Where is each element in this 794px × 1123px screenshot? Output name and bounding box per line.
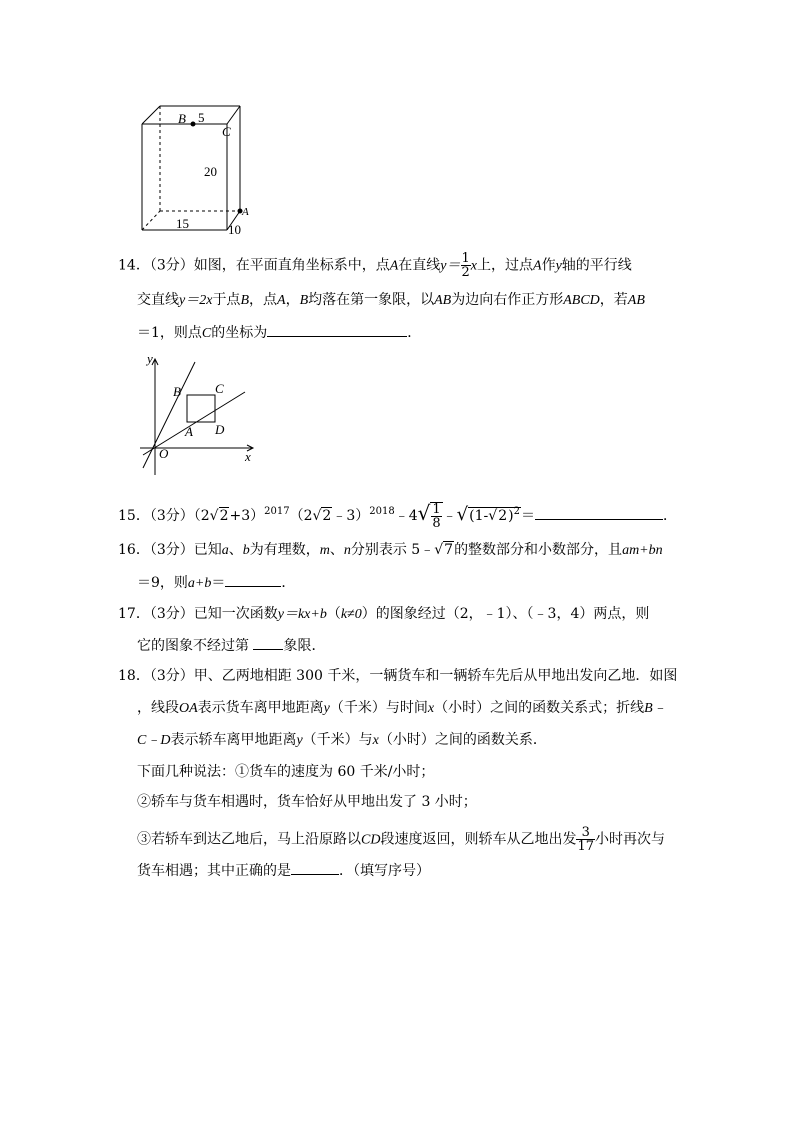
axis-label-x: x	[245, 449, 251, 464]
q14-line1: 14．（3分）如图，在平面直角坐标系中，点A在直线y＝ $\frac{1}{2}$ x上，过点A作y轴的平行线	[118, 251, 632, 280]
answer-blank-18[interactable]	[291, 860, 339, 875]
label-C: C	[222, 124, 231, 139]
q14-line2: 交直线y＝2x于点B，点A，B均落在第一象限，以AB为边向右作正方形ABCD，若AB	[137, 292, 645, 308]
point-label-C: C	[215, 381, 224, 396]
point-label-D: D	[215, 422, 225, 437]
origin-label: O	[159, 446, 169, 461]
label-10: 10	[228, 222, 241, 236]
answer-blank-16[interactable]	[225, 572, 281, 587]
label-A: A	[242, 206, 249, 218]
q17-line1: 17．（3分）已知一次函数y＝kx+b（k≠0）的图象经过（2，﹣1）、（﹣3，4）两点，则	[118, 606, 650, 622]
label-B: B	[178, 111, 186, 126]
axis-label-y: y	[147, 351, 153, 366]
point-label-A: A	[185, 424, 193, 439]
q15-line: 15．（3分）$(2√2+3)^{2017}(2√2﹣3)^{2018}﹣4√$ $\frac{1}{8}$ $﹣√(1-√2)^2=$ ．	[118, 501, 677, 531]
box-figure	[130, 96, 260, 236]
label-15: 15	[176, 216, 189, 231]
answer-blank-15[interactable]	[535, 505, 663, 520]
point-B	[191, 122, 196, 127]
q18-line6: ③若轿车到达乙地后，马上沿原路以CD段速度返回，则轿车从乙地出发 $\frac{3}{17}$ 小时再次与	[137, 825, 665, 854]
q16-line2: ＝9，则a+b＝ ．	[137, 572, 295, 594]
q18-line5: ②轿车与货车相遇时，货车恰好从甲地出发了 3 小时；	[137, 794, 477, 810]
q17-line2: 它的图象不经过第 象限．	[137, 635, 325, 656]
answer-blank-17[interactable]	[253, 635, 283, 650]
fraction-one-half: $\frac{1}{2}$	[461, 251, 470, 280]
coordinate-figure	[135, 350, 260, 480]
q18-line2: ，线段OA表示货车离甲地距离y（千米）与时间x（小时）之间的函数关系式；折线B﹣	[137, 700, 667, 716]
q18-line3: C﹣D表示轿车离甲地距离y（千米）与x（小时）之间的函数关系．	[137, 732, 547, 748]
fraction-one-eighth: $\frac{1}{8}$	[432, 502, 441, 531]
q18-line7: 货车相遇；其中正确的是 ．（填写序号）	[137, 860, 430, 881]
fraction-three-seventeenths: $\frac{3}{17}$	[577, 825, 594, 854]
q14-line3: ＝1，则点C的坐标为 ．	[137, 322, 421, 344]
point-label-B: B	[173, 384, 181, 399]
label-5: 5	[198, 110, 205, 125]
q18-line1: 18．（3分）甲、乙两地相距 300 千米，一辆货车和一辆轿车先后从甲地出发向乙地．如图	[118, 668, 678, 684]
label-20: 20	[204, 164, 217, 179]
q16-line1: 16．（3分）已知a、b为有理数，m、n分别表示 5﹣√7的整数部分和小数部分，且am+bn	[118, 542, 663, 558]
answer-blank-14[interactable]	[267, 322, 407, 337]
q18-line4: 下面几种说法：①货车的速度为 60 千米/小时；	[137, 764, 435, 780]
